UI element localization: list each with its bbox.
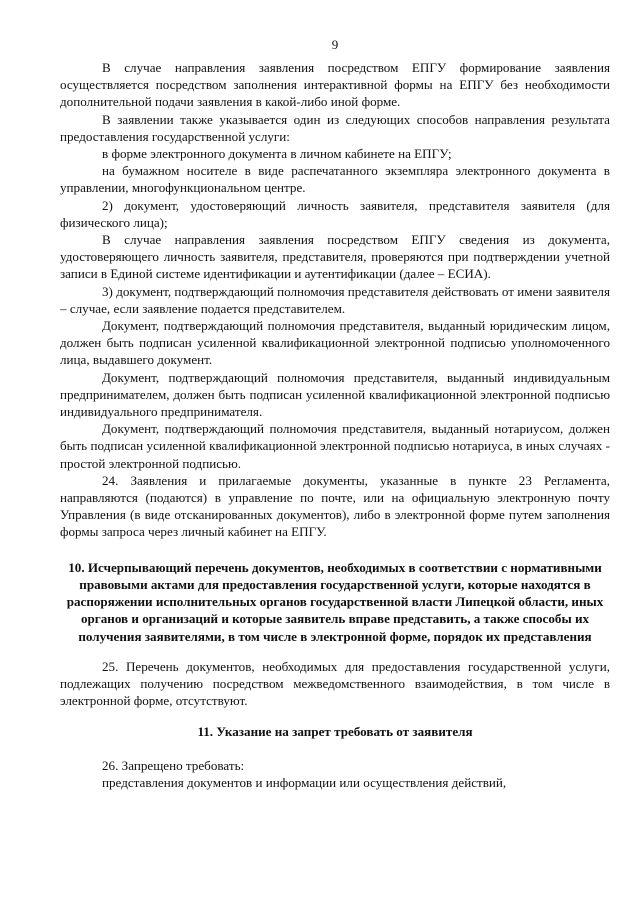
paragraph: В заявлении также указывается один из следующих способов направления результата предоставления государственной услуги: [60,111,610,144]
paragraph: Документ, подтверждающий полномочия представителя, выданный нотариусом, должен быть подписан усиленной квалификационной электронной подписью нотариуса, в иных случаях - простой электронной подписью. [60,421,610,471]
paragraph: 3) документ, подтверждающий полномочия представителя действовать от имени заявителя – случае, если заявление подается представителем. [60,283,610,316]
paragraph: В случае направления заявления посредством ЕПГУ формирование заявления осуществляется посредством заполнения интерактивной формы на ЕПГУ без необходимости дополнительной подачи заявления в какой-либо иной форме. [60,60,610,110]
paragraph: Документ, подтверждающий полномочия представителя, выданный юридическим лицом, должен быть подписан усиленной квалификационной электронной подписью уполномоченного лица, выдавшего документ. [60,318,610,368]
paragraph: 24. Заявления и прилагаемые документы, указанные в пункте 23 Регламента, направляются (подаются) в управление по почте, или на официальную электронную почту Управления (в виде отсканированных документов), либо в электронной форме путем заполнения формы запроса через личный кабинет на ЕПГУ. [60,472,610,540]
paragraph: 25. Перечень документов, необходимых для предоставления государственной услуги, подлежащих получению посредством межведомственного взаимодействия, в том числе в электронной форме, отсутствуют. [60,658,610,709]
section-heading-10: 10. Исчерпывающий перечень документов, необходимых в соответствии с нормативными правовыми актами для предоставления государственной услуги, которые находятся в распоряжении исполнительных органов государственной власти Липецкой области, иных органов и организаций и которые заявитель вправе представить, а также способы их получения заявителями, в том числе в электронной форме, порядок их представления [66,559,604,644]
page-number: 9 [331,37,339,52]
paragraph: 26. Запрещено требовать: [102,757,245,773]
paragraph: в форме электронного документа в личном кабинете на ЕПГУ; [102,146,452,162]
paragraph: на бумажном носителе в виде распечатанного экземпляра электронного документа в управлении, многофункциональном центре. [60,163,610,196]
paragraph: 2) документ, удостоверяющий личность заявителя, представителя заявителя (для физического лица); [60,197,610,230]
paragraph: Документ, подтверждающий полномочия представителя, выданный индивидуальным предпринимателем, должен быть подписан усиленной квалификационной электронной подписью индивидуального предпринимателя. [60,369,610,420]
paragraph: В случае направления заявления посредством ЕПГУ сведения из документа, удостоверяющего личность заявителя, представителя, проверяются при подтверждении учетной записи в Единой системе идентификации и аутентификации (далее – ЕСИА). [60,232,610,282]
paragraph: представления документов и информации или осуществления действий, [102,774,507,790]
section-heading-11: 11. Указание на запрет требовать от заявителя [197,724,473,740]
